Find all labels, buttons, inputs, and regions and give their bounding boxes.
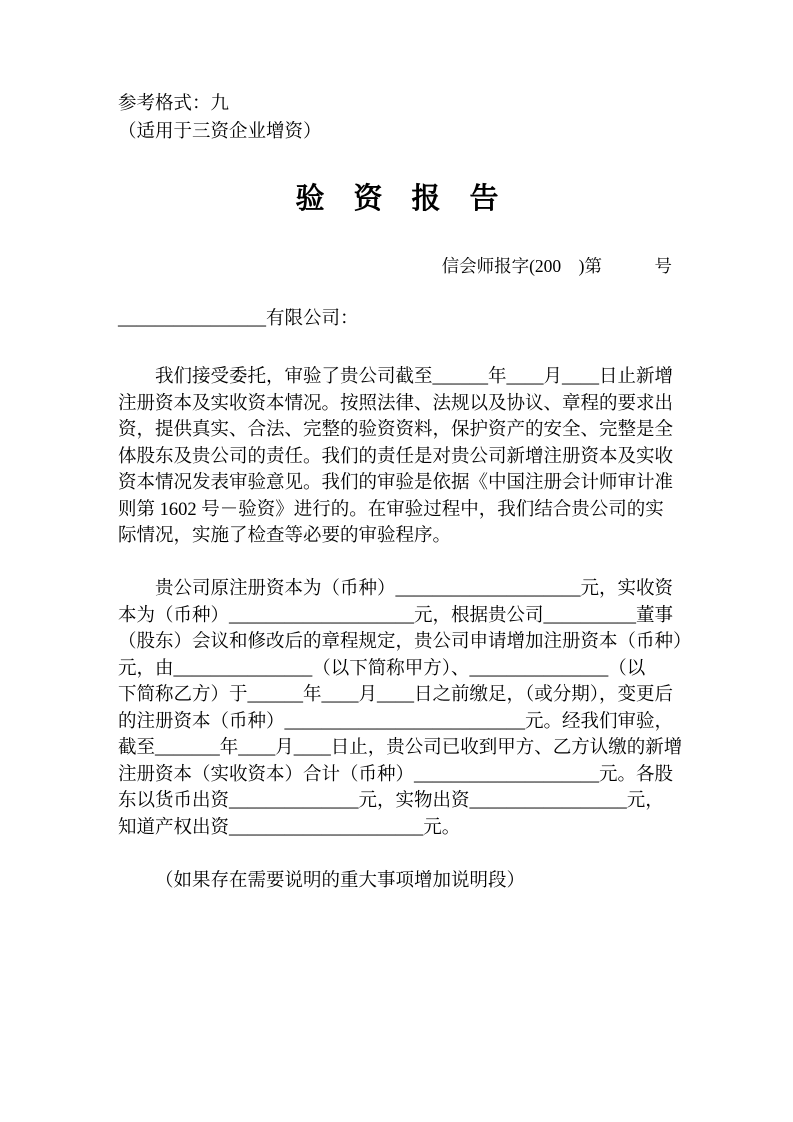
text-line: （股东）会议和修改后的章程规定，贵公司申请增加注册资本（币种） bbox=[118, 632, 692, 652]
text-line: 贵公司原注册资本为（币种）____________________元，实收资 bbox=[155, 579, 674, 599]
text-line: 则第 1602 号－验资》进行的。在审验过程中，我们结合贵公司的实 bbox=[118, 499, 664, 520]
text-line: 东以货币出资______________元，实物出资_________________元， bbox=[118, 791, 664, 811]
closing-note: （如果存在需要说明的重大事项增加说明段） bbox=[155, 870, 526, 891]
paragraph-engagement bbox=[118, 364, 680, 550]
salutation-line: ________________有限公司： bbox=[118, 309, 359, 329]
text-line: 截至_______年____月____日止，贵公司已收到甲方、乙方认缴的新增 bbox=[118, 738, 683, 758]
format-header bbox=[118, 91, 322, 146]
text-line: 注册资本（实收资本）合计（币种）____________________元。各股 bbox=[118, 764, 674, 785]
format-scope: （适用于三资企业增资） bbox=[118, 121, 322, 142]
document-body bbox=[118, 364, 692, 894]
text-line: 我们接受委托，审验了贵公司截至______年____月____日止新增 bbox=[155, 367, 674, 387]
paragraph-capital-details bbox=[118, 576, 692, 841]
text-line: 体股东及贵公司的责任。我们的责任是对贵公司新增注册资本及实收 bbox=[118, 446, 674, 467]
text-line: 的注册资本（币种）__________________________元。经我们审验， bbox=[118, 711, 674, 732]
text-line: 注册资本及实收资本情况。按照法律、法规以及协议、章程的要求出 bbox=[118, 393, 674, 414]
text-line: 资，提供真实、合法、完整的验资资料，保护资产的安全、完整是全 bbox=[118, 420, 674, 440]
document-title: 验 资 报 告 bbox=[295, 183, 499, 215]
text-line: 本为（币种）____________________元，根据贵公司__________董事 bbox=[118, 605, 674, 626]
text-line: 资本情况发表审验意见。我们的审验是依据《中国注册会计师审计准 bbox=[118, 473, 674, 493]
format-label: 参考格式：九 bbox=[118, 94, 230, 114]
text-line: 下简称乙方）于______年____月____日之前缴足，（或分期），变更后 bbox=[118, 685, 674, 705]
text-line: 知道产权出资_____________________元。 bbox=[118, 817, 461, 838]
text-line: 际情况，实施了检查等必要的审验程序。 bbox=[118, 526, 452, 546]
text-line: 元，由_______________（以下简称甲方）、_______________（以 bbox=[118, 658, 646, 679]
report-number: 信会师报字(200 )第 号 bbox=[441, 256, 672, 276]
